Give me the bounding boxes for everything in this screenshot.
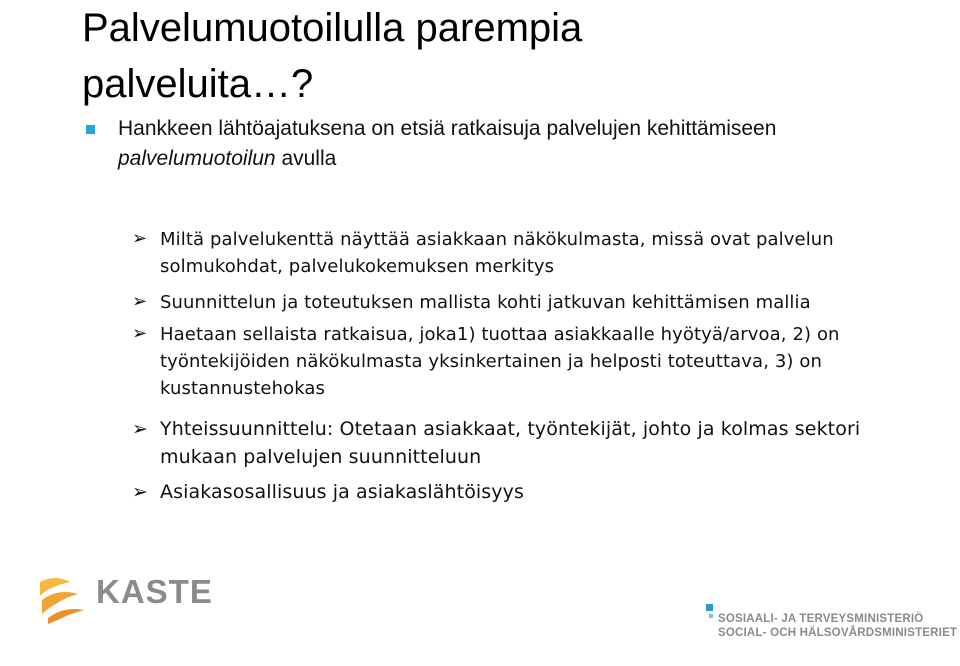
arrow-bullet-icon: ➢	[132, 481, 148, 503]
arrow-bullet-icon: ➢	[132, 228, 148, 249]
ministry-mark-small-icon	[709, 614, 713, 618]
sub-bullet-1	[132, 226, 892, 280]
ministry-logo	[706, 604, 958, 644]
kaste-emblem-icon	[38, 572, 94, 624]
main-bullet-text-start: Hankkeen lähtöajatuksena on etsiä ratkaisuja palvelujen kehittämiseen	[118, 117, 777, 140]
main-bullet-text-end: avulla	[275, 147, 337, 170]
kaste-wordmark: KASTE	[96, 573, 213, 610]
sub-bullet-1-text	[160, 226, 892, 280]
arrow-bullet-icon: ➢	[132, 323, 148, 344]
sub-bullet-3-line-1: Haetaan sellaista ratkaisua, joka1) tuottaa asiakkaalle hyötyä/arvoa, 2) on	[160, 324, 840, 345]
sub-bullet-5-text	[160, 478, 892, 506]
sub-bullet-1-line-2: solmukohdat, palvelukokemuksen merkitys	[160, 256, 555, 277]
main-bullet	[86, 114, 936, 174]
slide-title	[82, 0, 942, 112]
sub-bullet-2	[132, 289, 892, 316]
arrow-bullet-icon: ➢	[132, 418, 148, 440]
sub-bullet-1-line-1: Miltä palvelukenttä näyttää asiakkaan näkökulmasta, missä ovat palvelun	[160, 229, 834, 250]
sub-bullet-4-line-1: Yhteissuunnittelu: Otetaan asiakkaat, työntekijät, johto ja kolmas sektori	[160, 418, 861, 440]
sub-bullet-2-text	[160, 289, 892, 316]
sub-bullet-5	[132, 478, 892, 506]
ministry-mark-icon	[706, 604, 713, 611]
arrow-bullet-icon: ➢	[132, 291, 148, 312]
sub-bullet-5-line-1: Asiakasosallisuus ja asiakaslähtöisyys	[160, 481, 524, 503]
sub-bullet-4-text	[160, 415, 922, 471]
sub-bullet-2-line-1: Suunnittelun ja toteutuksen mallista kohti jatkuvan kehittämisen mallia	[160, 292, 811, 313]
main-bullet-text	[118, 114, 936, 174]
sub-bullet-4-line-2: mukaan palvelujen suunnitteluun	[160, 446, 482, 468]
sub-bullet-3	[132, 321, 892, 402]
sub-bullet-4	[132, 415, 922, 471]
sub-bullet-3-line-3: kustannustehokas	[160, 378, 326, 399]
ministry-name-swedish: SOCIAL- OCH HÄLSOVÅRDSMINISTERIET	[718, 627, 958, 639]
ministry-name-finnish: SOSIAALI- JA TERVEYSMINISTERIÖ	[718, 613, 924, 625]
sub-bullet-3-text	[160, 321, 892, 402]
main-bullet-text-italic: palvelumuotoilun	[118, 147, 276, 170]
kaste-logo	[38, 572, 213, 622]
sub-bullet-3-line-2: työntekijöiden näkökulmasta yksinkertainen ja helposti toteuttava, 3) on	[160, 351, 822, 372]
slide-title-line-1: Palvelumuotoilulla parempia	[82, 6, 583, 50]
slide-title-line-2: palveluita…?	[82, 62, 314, 106]
square-bullet-icon	[86, 125, 95, 134]
